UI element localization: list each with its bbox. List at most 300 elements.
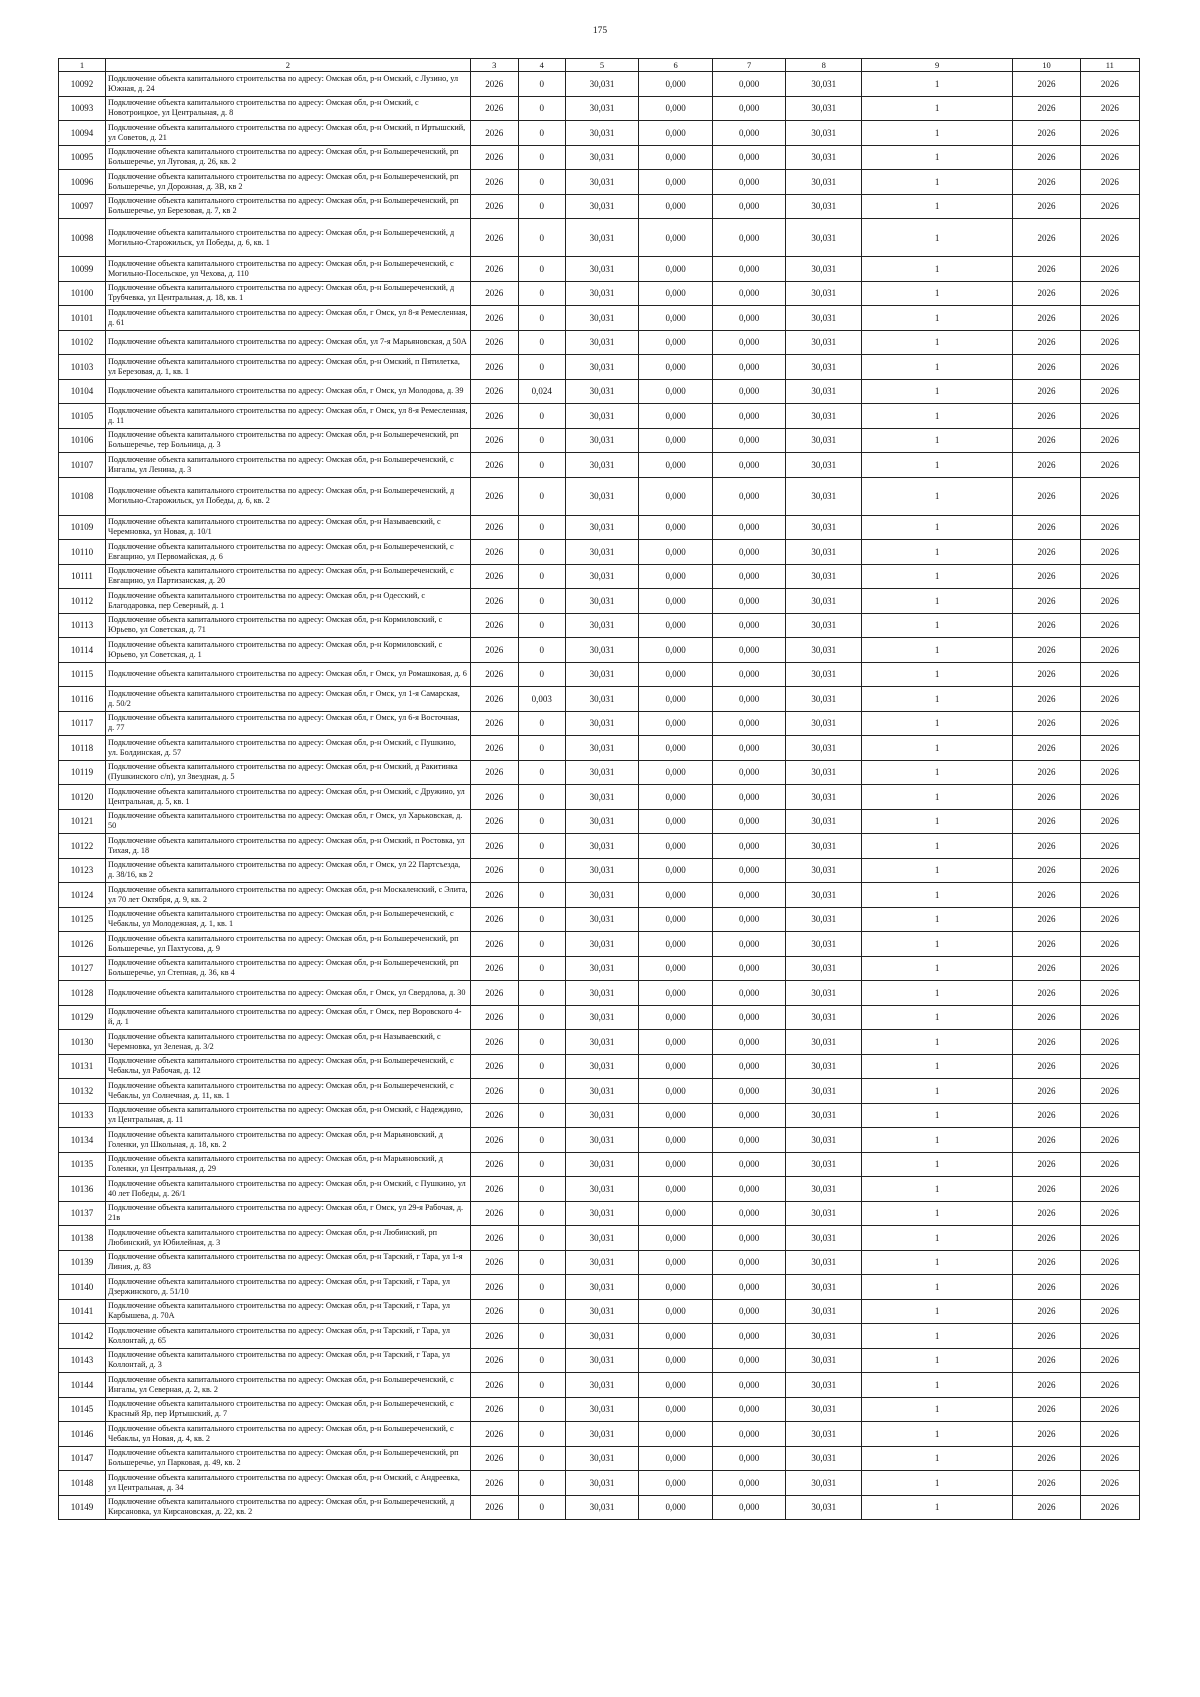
col4-cell: 0	[518, 883, 565, 908]
row-id-cell: 10117	[59, 711, 106, 736]
table-row	[59, 1422, 1140, 1447]
table-row	[59, 1471, 1140, 1496]
col6-cell: 0,000	[639, 540, 713, 565]
description-cell: Подключение объекта капитального строительства по адресу: Омская обл, р-н Называевский, с Черемновка, ул Новая, д. 10/1	[106, 515, 471, 540]
col9-cell: 1	[862, 1226, 1013, 1251]
col6-cell: 0,000	[639, 1054, 713, 1079]
col3-cell: 2026	[470, 257, 518, 282]
col5-cell: 30,031	[565, 1422, 639, 1447]
col9-cell: 1	[862, 1446, 1013, 1471]
col8-cell: 30,031	[786, 736, 862, 761]
col7-cell: 0,000	[712, 956, 786, 981]
col4-cell: 0	[518, 932, 565, 957]
col11-cell: 2026	[1080, 1275, 1139, 1300]
description-cell: Подключение объекта капитального строительства по адресу: Омская обл, р-н Большереченский, с Чебаклы, ул Молодежная, д. 1, кв. 1	[106, 907, 471, 932]
col4-cell: 0	[518, 834, 565, 859]
col4-cell: 0	[518, 638, 565, 663]
table-row	[59, 1250, 1140, 1275]
col4-cell: 0	[518, 1397, 565, 1422]
col10-cell: 2026	[1013, 687, 1080, 712]
row-id-cell: 10123	[59, 858, 106, 883]
col5-cell: 30,031	[565, 72, 639, 97]
col10-cell: 2026	[1013, 404, 1080, 429]
col10-cell: 2026	[1013, 72, 1080, 97]
col4-cell: 0	[518, 145, 565, 170]
col7-cell: 0,000	[712, 662, 786, 687]
col3-cell: 2026	[470, 564, 518, 589]
col6-cell: 0,000	[639, 1005, 713, 1030]
table-row	[59, 1226, 1140, 1251]
col6-cell: 0,000	[639, 589, 713, 614]
col8-cell: 30,031	[786, 785, 862, 810]
col3-cell: 2026	[470, 1030, 518, 1055]
col7-cell: 0,000	[712, 540, 786, 565]
table-row	[59, 932, 1140, 957]
col3-cell: 2026	[470, 809, 518, 834]
col11-cell: 2026	[1080, 404, 1139, 429]
row-id-cell: 10143	[59, 1348, 106, 1373]
col10-cell: 2026	[1013, 1299, 1080, 1324]
col3-cell: 2026	[470, 1495, 518, 1520]
col4-cell: 0	[518, 907, 565, 932]
col10-cell: 2026	[1013, 1054, 1080, 1079]
description-cell: Подключение объекта капитального строительства по адресу: Омская обл, р-н Большереченский, д Трубчевка, ул Центральная, д. 18, кв. 1	[106, 281, 471, 306]
col9-cell: 1	[862, 1299, 1013, 1324]
col10-cell: 2026	[1013, 589, 1080, 614]
table-row	[59, 1054, 1140, 1079]
col8-cell: 30,031	[786, 1373, 862, 1398]
table-row	[59, 760, 1140, 785]
col10-cell: 2026	[1013, 1446, 1080, 1471]
col11-cell: 2026	[1080, 834, 1139, 859]
row-id-cell: 10104	[59, 379, 106, 404]
table-row	[59, 1201, 1140, 1226]
col3-cell: 2026	[470, 540, 518, 565]
col5-cell: 30,031	[565, 589, 639, 614]
description-cell: Подключение объекта капитального строительства по адресу: Омская обл, р-н Марьяновский, д Голенки, ул Центральная, д. 29	[106, 1152, 471, 1177]
col8-cell: 30,031	[786, 453, 862, 478]
col5-cell: 30,031	[565, 858, 639, 883]
description-cell: Подключение объекта капитального строительства по адресу: Омская обл, р-н Большереченский, с Могильно-Посельское, ул Чехова, д. 110	[106, 257, 471, 282]
description-cell: Подключение объекта капитального строительства по адресу: Омская обл, р-н Большереченский, рп Большеречье, тер Больница, д. 3	[106, 428, 471, 453]
col10-cell: 2026	[1013, 453, 1080, 478]
col10-cell: 2026	[1013, 1373, 1080, 1398]
col7-cell: 0,000	[712, 564, 786, 589]
row-id-cell: 10119	[59, 760, 106, 785]
row-id-cell: 10129	[59, 1005, 106, 1030]
col9-cell: 1	[862, 121, 1013, 146]
col5-cell: 30,031	[565, 1177, 639, 1202]
col7-cell: 0,000	[712, 306, 786, 331]
col3-cell: 2026	[470, 1079, 518, 1104]
description-cell: Подключение объекта капитального строительства по адресу: Омская обл, р-н Тарский, г Тара, ул 1-я Линия, д. 83	[106, 1250, 471, 1275]
col6-cell: 0,000	[639, 1397, 713, 1422]
table-row	[59, 638, 1140, 663]
col9-cell: 1	[862, 1128, 1013, 1153]
col6-cell: 0,000	[639, 638, 713, 663]
col11-cell: 2026	[1080, 932, 1139, 957]
col6-cell: 0,000	[639, 145, 713, 170]
col10-cell: 2026	[1013, 219, 1080, 257]
column-header-8: 8	[786, 59, 862, 72]
column-header-10: 10	[1013, 59, 1080, 72]
row-id-cell: 10131	[59, 1054, 106, 1079]
col5-cell: 30,031	[565, 1373, 639, 1398]
table-row	[59, 1103, 1140, 1128]
col8-cell: 30,031	[786, 858, 862, 883]
col6-cell: 0,000	[639, 858, 713, 883]
row-id-cell: 10137	[59, 1201, 106, 1226]
col6-cell: 0,000	[639, 121, 713, 146]
col11-cell: 2026	[1080, 145, 1139, 170]
col4-cell: 0	[518, 404, 565, 429]
col3-cell: 2026	[470, 219, 518, 257]
col10-cell: 2026	[1013, 515, 1080, 540]
table-row	[59, 834, 1140, 859]
col6-cell: 0,000	[639, 1226, 713, 1251]
col6-cell: 0,000	[639, 1495, 713, 1520]
col7-cell: 0,000	[712, 736, 786, 761]
col9-cell: 1	[862, 72, 1013, 97]
col7-cell: 0,000	[712, 883, 786, 908]
description-cell: Подключение объекта капитального строительства по адресу: Омская обл, р-н Большереченский, с Евгащино, ул Партизанская, д. 20	[106, 564, 471, 589]
table-row	[59, 1495, 1140, 1520]
col10-cell: 2026	[1013, 809, 1080, 834]
col5-cell: 30,031	[565, 736, 639, 761]
col3-cell: 2026	[470, 932, 518, 957]
col9-cell: 1	[862, 956, 1013, 981]
col11-cell: 2026	[1080, 281, 1139, 306]
col11-cell: 2026	[1080, 1373, 1139, 1398]
col7-cell: 0,000	[712, 170, 786, 195]
col11-cell: 2026	[1080, 170, 1139, 195]
row-id-cell: 10101	[59, 306, 106, 331]
col6-cell: 0,000	[639, 1079, 713, 1104]
col9-cell: 1	[862, 834, 1013, 859]
col10-cell: 2026	[1013, 907, 1080, 932]
col11-cell: 2026	[1080, 453, 1139, 478]
description-cell: Подключение объекта капитального строительства по адресу: Омская обл, р-н Тарский, г Тара, ул Дзержинского, д. 51/10	[106, 1275, 471, 1300]
col3-cell: 2026	[470, 736, 518, 761]
col8-cell: 30,031	[786, 145, 862, 170]
col8-cell: 30,031	[786, 638, 862, 663]
col3-cell: 2026	[470, 96, 518, 121]
row-id-cell: 10118	[59, 736, 106, 761]
col8-cell: 30,031	[786, 662, 862, 687]
col3-cell: 2026	[470, 1128, 518, 1153]
col6-cell: 0,000	[639, 428, 713, 453]
col3-cell: 2026	[470, 1054, 518, 1079]
col5-cell: 30,031	[565, 687, 639, 712]
col9-cell: 1	[862, 379, 1013, 404]
col10-cell: 2026	[1013, 1348, 1080, 1373]
col5-cell: 30,031	[565, 809, 639, 834]
table-row	[59, 1128, 1140, 1153]
col3-cell: 2026	[470, 1422, 518, 1447]
col4-cell: 0	[518, 170, 565, 195]
col7-cell: 0,000	[712, 1079, 786, 1104]
col11-cell: 2026	[1080, 219, 1139, 257]
col11-cell: 2026	[1080, 1152, 1139, 1177]
col6-cell: 0,000	[639, 883, 713, 908]
col9-cell: 1	[862, 1030, 1013, 1055]
col11-cell: 2026	[1080, 1177, 1139, 1202]
description-cell: Подключение объекта капитального строительства по адресу: Омская обл, р-н Омский, п Ростовка, ул Тихая, д. 18	[106, 834, 471, 859]
col8-cell: 30,031	[786, 1103, 862, 1128]
col9-cell: 1	[862, 96, 1013, 121]
col10-cell: 2026	[1013, 1201, 1080, 1226]
col5-cell: 30,031	[565, 1299, 639, 1324]
col10-cell: 2026	[1013, 736, 1080, 761]
column-header-2: 2	[106, 59, 471, 72]
col6-cell: 0,000	[639, 330, 713, 355]
col11-cell: 2026	[1080, 379, 1139, 404]
col7-cell: 0,000	[712, 145, 786, 170]
col11-cell: 2026	[1080, 72, 1139, 97]
col9-cell: 1	[862, 1201, 1013, 1226]
col5-cell: 30,031	[565, 1030, 639, 1055]
col9-cell: 1	[862, 306, 1013, 331]
col3-cell: 2026	[470, 687, 518, 712]
col11-cell: 2026	[1080, 1495, 1139, 1520]
col5-cell: 30,031	[565, 1324, 639, 1349]
row-id-cell: 10099	[59, 257, 106, 282]
col9-cell: 1	[862, 428, 1013, 453]
table-row	[59, 121, 1140, 146]
row-id-cell: 10092	[59, 72, 106, 97]
row-id-cell: 10121	[59, 809, 106, 834]
col5-cell: 30,031	[565, 219, 639, 257]
col6-cell: 0,000	[639, 1348, 713, 1373]
row-id-cell: 10100	[59, 281, 106, 306]
column-header-6: 6	[639, 59, 713, 72]
row-id-cell: 10120	[59, 785, 106, 810]
col11-cell: 2026	[1080, 194, 1139, 219]
col5-cell: 30,031	[565, 1275, 639, 1300]
col3-cell: 2026	[470, 662, 518, 687]
column-header-3: 3	[470, 59, 518, 72]
col8-cell: 30,031	[786, 1324, 862, 1349]
col5-cell: 30,031	[565, 145, 639, 170]
table-row	[59, 257, 1140, 282]
table-row	[59, 981, 1140, 1006]
column-header-row	[59, 59, 1140, 72]
col4-cell: 0	[518, 72, 565, 97]
col6-cell: 0,000	[639, 907, 713, 932]
col5-cell: 30,031	[565, 1201, 639, 1226]
col3-cell: 2026	[470, 1397, 518, 1422]
col11-cell: 2026	[1080, 1397, 1139, 1422]
description-cell: Подключение объекта капитального строительства по адресу: Омская обл, р-н Большереченский, рп Большеречье, ул Степная, д. 36, кв 4	[106, 956, 471, 981]
col5-cell: 30,031	[565, 194, 639, 219]
description-cell: Подключение объекта капитального строительства по адресу: Омская обл, р-н Большереченский, с Чебаклы, ул Новая, д. 4, кв. 2	[106, 1422, 471, 1447]
table-row	[59, 736, 1140, 761]
col10-cell: 2026	[1013, 1397, 1080, 1422]
col6-cell: 0,000	[639, 956, 713, 981]
col10-cell: 2026	[1013, 932, 1080, 957]
description-cell: Подключение объекта капитального строительства по адресу: Омская обл, р-н Большереченский, рп Большеречье, ул Парковая, д. 49, кв. 2	[106, 1446, 471, 1471]
col9-cell: 1	[862, 638, 1013, 663]
col5-cell: 30,031	[565, 170, 639, 195]
col7-cell: 0,000	[712, 1005, 786, 1030]
col11-cell: 2026	[1080, 613, 1139, 638]
col5-cell: 30,031	[565, 121, 639, 146]
col11-cell: 2026	[1080, 1128, 1139, 1153]
col7-cell: 0,000	[712, 1054, 786, 1079]
col5-cell: 30,031	[565, 785, 639, 810]
table-row	[59, 1079, 1140, 1104]
col7-cell: 0,000	[712, 404, 786, 429]
col4-cell: 0	[518, 194, 565, 219]
col9-cell: 1	[862, 1152, 1013, 1177]
col4-cell: 0	[518, 540, 565, 565]
table-row	[59, 515, 1140, 540]
col8-cell: 30,031	[786, 306, 862, 331]
col6-cell: 0,000	[639, 662, 713, 687]
col9-cell: 1	[862, 932, 1013, 957]
col5-cell: 30,031	[565, 355, 639, 380]
col8-cell: 30,031	[786, 170, 862, 195]
col11-cell: 2026	[1080, 121, 1139, 146]
table-row	[59, 613, 1140, 638]
col4-cell: 0	[518, 1373, 565, 1398]
col11-cell: 2026	[1080, 809, 1139, 834]
col7-cell: 0,000	[712, 96, 786, 121]
col6-cell: 0,000	[639, 932, 713, 957]
col10-cell: 2026	[1013, 194, 1080, 219]
description-cell: Подключение объекта капитального строительства по адресу: Омская обл, р-н Одесский, с Благодаровка, пер Северный, д. 1	[106, 589, 471, 614]
col8-cell: 30,031	[786, 1079, 862, 1104]
col6-cell: 0,000	[639, 736, 713, 761]
description-cell: Подключение объекта капитального строительства по адресу: Омская обл, г Омск, ул 8-я Ремесленная, д. 61	[106, 306, 471, 331]
col8-cell: 30,031	[786, 1299, 862, 1324]
col10-cell: 2026	[1013, 281, 1080, 306]
col8-cell: 30,031	[786, 72, 862, 97]
col8-cell: 30,031	[786, 1201, 862, 1226]
col10-cell: 2026	[1013, 170, 1080, 195]
col7-cell: 0,000	[712, 453, 786, 478]
col4-cell: 0	[518, 1103, 565, 1128]
table-row	[59, 564, 1140, 589]
col3-cell: 2026	[470, 145, 518, 170]
col11-cell: 2026	[1080, 638, 1139, 663]
description-cell: Подключение объекта капитального строительства по адресу: Омская обл, р-н Омский, с Новотроицкое, ул Центральная, д. 8	[106, 96, 471, 121]
description-cell: Подключение объекта капитального строительства по адресу: Омская обл, р-н Омский, с Лузино, ул Южная, д. 24	[106, 72, 471, 97]
table-row	[59, 1348, 1140, 1373]
col11-cell: 2026	[1080, 981, 1139, 1006]
col10-cell: 2026	[1013, 330, 1080, 355]
col5-cell: 30,031	[565, 1250, 639, 1275]
col10-cell: 2026	[1013, 1495, 1080, 1520]
col4-cell: 0	[518, 589, 565, 614]
description-cell: Подключение объекта капитального строительства по адресу: Омская обл, р-н Омский, п Пятилетка, ул Березовая, д. 1, кв. 1	[106, 355, 471, 380]
col7-cell: 0,000	[712, 515, 786, 540]
col10-cell: 2026	[1013, 1005, 1080, 1030]
col6-cell: 0,000	[639, 785, 713, 810]
col8-cell: 30,031	[786, 1446, 862, 1471]
col11-cell: 2026	[1080, 1079, 1139, 1104]
col3-cell: 2026	[470, 1201, 518, 1226]
col7-cell: 0,000	[712, 1275, 786, 1300]
col9-cell: 1	[862, 170, 1013, 195]
col7-cell: 0,000	[712, 809, 786, 834]
col10-cell: 2026	[1013, 1471, 1080, 1496]
col9-cell: 1	[862, 281, 1013, 306]
table-row	[59, 379, 1140, 404]
col6-cell: 0,000	[639, 1373, 713, 1398]
col7-cell: 0,000	[712, 589, 786, 614]
table-row	[59, 355, 1140, 380]
col11-cell: 2026	[1080, 785, 1139, 810]
col8-cell: 30,031	[786, 1275, 862, 1300]
col10-cell: 2026	[1013, 1226, 1080, 1251]
col7-cell: 0,000	[712, 1373, 786, 1398]
col7-cell: 0,000	[712, 858, 786, 883]
row-id-cell: 10128	[59, 981, 106, 1006]
col11-cell: 2026	[1080, 760, 1139, 785]
col3-cell: 2026	[470, 1348, 518, 1373]
col11-cell: 2026	[1080, 477, 1139, 515]
col5-cell: 30,031	[565, 1397, 639, 1422]
col11-cell: 2026	[1080, 1299, 1139, 1324]
col8-cell: 30,031	[786, 1128, 862, 1153]
col6-cell: 0,000	[639, 711, 713, 736]
col4-cell: 0	[518, 515, 565, 540]
col6-cell: 0,000	[639, 1446, 713, 1471]
table-row	[59, 281, 1140, 306]
col10-cell: 2026	[1013, 306, 1080, 331]
description-cell: Подключение объекта капитального строительства по адресу: Омская обл, р-н Большереченский, рп Большеречье, ул Дорожная, д. 3В, кв 2	[106, 170, 471, 195]
col8-cell: 30,031	[786, 257, 862, 282]
col3-cell: 2026	[470, 834, 518, 859]
col10-cell: 2026	[1013, 257, 1080, 282]
col7-cell: 0,000	[712, 1324, 786, 1349]
col10-cell: 2026	[1013, 785, 1080, 810]
row-id-cell: 10149	[59, 1495, 106, 1520]
table-row	[59, 809, 1140, 834]
col5-cell: 30,031	[565, 428, 639, 453]
col11-cell: 2026	[1080, 1324, 1139, 1349]
description-cell: Подключение объекта капитального строительства по адресу: Омская обл, р-н Большереченский, д Могильно-Старожильск, ул Победы, д. 6, кв. 2	[106, 477, 471, 515]
col11-cell: 2026	[1080, 956, 1139, 981]
description-cell: Подключение объекта капитального строительства по адресу: Омская обл, р-н Тарский, г Тара, ул Коллонтай, д. 3	[106, 1348, 471, 1373]
col3-cell: 2026	[470, 711, 518, 736]
col10-cell: 2026	[1013, 711, 1080, 736]
row-id-cell: 10138	[59, 1226, 106, 1251]
col4-cell: 0	[518, 736, 565, 761]
col4-cell: 0	[518, 956, 565, 981]
col4-cell: 0	[518, 281, 565, 306]
row-id-cell: 10124	[59, 883, 106, 908]
row-id-cell: 10105	[59, 404, 106, 429]
col6-cell: 0,000	[639, 1103, 713, 1128]
col8-cell: 30,031	[786, 1054, 862, 1079]
col6-cell: 0,000	[639, 1299, 713, 1324]
col8-cell: 30,031	[786, 1005, 862, 1030]
col9-cell: 1	[862, 257, 1013, 282]
table-row	[59, 477, 1140, 515]
col6-cell: 0,000	[639, 477, 713, 515]
col4-cell: 0	[518, 981, 565, 1006]
col9-cell: 1	[862, 1324, 1013, 1349]
col6-cell: 0,000	[639, 1471, 713, 1496]
col10-cell: 2026	[1013, 613, 1080, 638]
col8-cell: 30,031	[786, 1348, 862, 1373]
col8-cell: 30,031	[786, 219, 862, 257]
col6-cell: 0,000	[639, 355, 713, 380]
col9-cell: 1	[862, 1054, 1013, 1079]
col4-cell: 0	[518, 809, 565, 834]
